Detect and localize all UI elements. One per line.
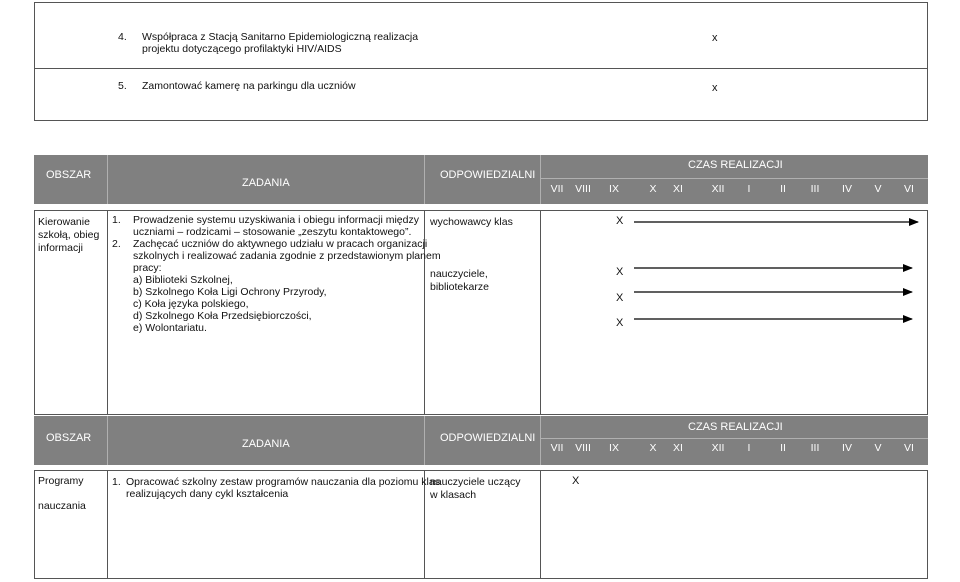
list-item: b) Szkolnego Koła Ligi Ochrony Przyrody, — [133, 286, 327, 298]
month-label: XI — [673, 442, 683, 454]
row-number: 5. — [118, 80, 127, 92]
header-area: OBSZAR — [46, 432, 92, 444]
month-mark: x — [712, 82, 718, 94]
area-label: Programy — [38, 475, 84, 487]
area-label: informacji — [38, 242, 83, 254]
list-item: d) Szkolnego Koła Przedsiębiorczości, — [133, 310, 312, 322]
month-label: VI — [904, 183, 914, 195]
month-label: XI — [673, 183, 683, 195]
task-text: Zamontować kamerę na parkingu dla uczniów — [142, 80, 356, 92]
rule — [540, 470, 541, 579]
responsible-text: nauczyciele, — [430, 268, 488, 280]
month-label: I — [747, 183, 751, 195]
month-label: IV — [842, 442, 852, 454]
task-number: 1. — [112, 214, 121, 226]
month-label: IV — [842, 183, 852, 195]
month-label: X — [649, 183, 657, 195]
month-label: VII — [550, 183, 564, 195]
month-label: III — [810, 183, 820, 195]
responsible-text: w klasach — [430, 489, 477, 501]
task-number: 2. — [112, 238, 121, 250]
rule — [107, 416, 108, 465]
month-mark: X — [572, 475, 580, 487]
header-time: CZAS REALIZACJI — [688, 159, 783, 171]
header-responsible: ODPOWIEDZIALNI — [440, 169, 536, 181]
list-item: a) Biblioteki Szkolnej, — [133, 274, 233, 286]
month-label: V — [874, 183, 882, 195]
task-text: Prowadzenie systemu uzyskiwania i obiegu informacji między — [133, 214, 419, 226]
month-label: I — [747, 442, 751, 454]
header-tasks: ZADANIA — [242, 177, 290, 189]
table-header — [34, 416, 928, 465]
rule — [34, 578, 928, 579]
area-label: nauczania — [38, 500, 86, 512]
rule — [927, 470, 928, 579]
month-label: VIII — [575, 442, 591, 454]
month-label: X — [649, 442, 657, 454]
rule — [424, 416, 425, 465]
area-label: szkołą, obieg — [38, 229, 100, 241]
month-label: XII — [711, 183, 725, 195]
task-number: 1. — [112, 476, 121, 488]
responsible-text: wychowawcy klas — [430, 216, 513, 228]
month-label: II — [780, 183, 786, 195]
month-label: V — [874, 442, 882, 454]
task-text: Współpraca z Stacją Sanitarno Epidemiologiczną realizacja — [142, 31, 419, 43]
month-mark: X — [616, 215, 624, 227]
month-mark: X — [616, 266, 624, 278]
responsible-text: nauczyciele uczący — [430, 476, 521, 488]
row-number: 4. — [118, 31, 127, 43]
task-text: pracy: — [133, 262, 162, 274]
month-label: IX — [609, 183, 619, 195]
month-label: VI — [904, 442, 914, 454]
header-tasks: ZADANIA — [242, 438, 290, 450]
month-mark: X — [616, 292, 624, 304]
responsible-text: bibliotekarze — [430, 281, 489, 293]
list-item: c) Koła języka polskiego, — [133, 298, 249, 310]
header-responsible: ODPOWIEDZIALNI — [440, 432, 536, 444]
month-label: II — [780, 442, 786, 454]
month-label: IX — [609, 442, 619, 454]
month-mark: x — [712, 32, 718, 44]
task-text: Zachęcać uczniów do aktywnego udziału w pracach organizacji — [133, 238, 428, 250]
rule — [541, 438, 928, 439]
header-time: CZAS REALIZACJI — [688, 421, 783, 433]
month-label: VII — [550, 442, 564, 454]
task-text: realizujących dany cykl kształcenia — [126, 488, 289, 500]
area-label: Kierowanie — [38, 216, 90, 228]
task-text: szkolnych i realizować zadania zgodnie z przedstawionym planem — [133, 250, 441, 262]
month-label: XII — [711, 442, 725, 454]
rule — [540, 416, 541, 465]
rule — [107, 470, 108, 579]
month-label: III — [810, 442, 820, 454]
rule — [34, 470, 928, 471]
month-mark: X — [616, 317, 624, 329]
task-text: Opracować szkolny zestaw programów nauczania dla poziomu klas — [126, 476, 440, 488]
task-text: uczniami – rodzicami – stosowanie „zeszytu kontaktowego”. — [133, 226, 412, 238]
task-text: projektu dotyczącego profilaktyki HIV/AIDS — [142, 43, 342, 55]
header-area: OBSZAR — [46, 169, 92, 181]
rule — [34, 470, 35, 579]
month-label: VIII — [575, 183, 591, 195]
list-item: e) Wolontariatu. — [133, 322, 207, 334]
